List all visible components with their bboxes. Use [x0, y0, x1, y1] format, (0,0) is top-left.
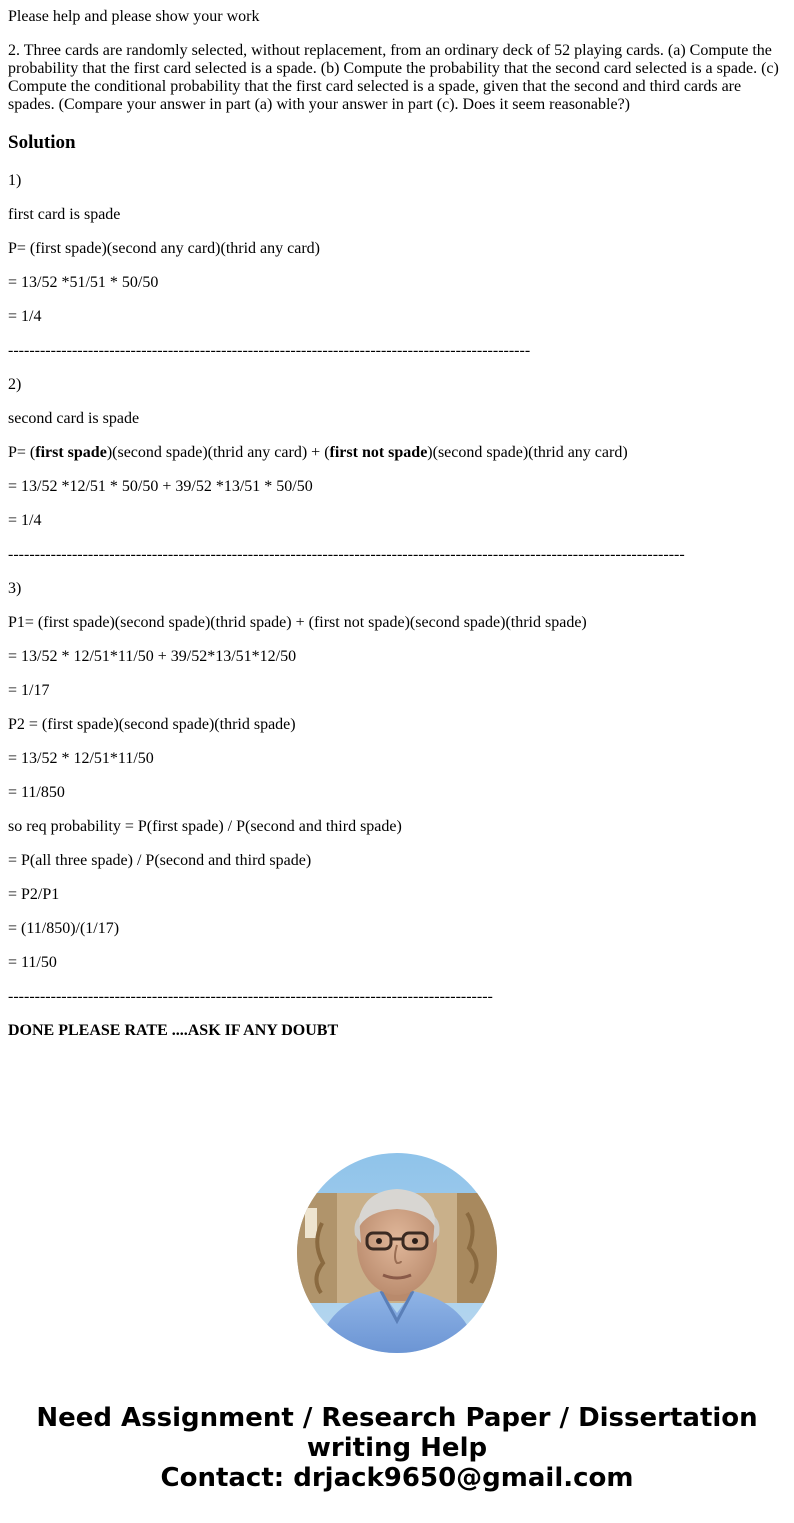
part3-p2-result: = 11/850 — [8, 784, 65, 801]
part3-p1-formula: P1= (first spade)(second spade)(thrid spade) + (first not spade)(second spade)(thrid spade) — [8, 614, 587, 631]
avatar — [297, 1153, 497, 1353]
part3-p2-formula: P2 = (first spade)(second spade)(thrid spade) — [8, 716, 296, 733]
formula-text: P= ( — [8, 444, 36, 461]
part2-formula — [8, 444, 786, 462]
avatar-photo-icon — [297, 1153, 497, 1353]
part3-req: so req probability = P(first spade) / P(second and third spade) — [8, 818, 402, 835]
part3-p1-result: = 1/17 — [8, 682, 50, 699]
divider: ------------------------------------------------------------------------------------------- — [8, 988, 493, 1005]
promo-line: Need Assignment / Research Paper / Dissertation — [36, 1403, 758, 1433]
part2-label: 2) — [8, 376, 22, 393]
promo-line: writing Help — [306, 1433, 488, 1463]
part1-label: 1) — [8, 172, 22, 189]
promo-banner — [0, 1403, 794, 1493]
part3-final: = 11/50 — [8, 954, 57, 971]
part1-formula: P= (first spade)(second any card)(thrid any card) — [8, 240, 321, 257]
promo-contact: Contact: drjack9650@gmail.com — [160, 1463, 634, 1493]
question-text: 2. Three cards are randomly selected, without replacement, from an ordinary deck of 52 playing cards. (a) Compute the probability that the first card selected is a spade. (b) Compute the probability that the second card selected is a spade. (c) Compute the conditional probability that the first card selected is a spade, given that the second and third cards are spades. (Compare your answer in part (a) with your answer in part (c). Does it seem reasonable?) — [8, 42, 779, 113]
formula-bold-text: first spade — [35, 444, 107, 461]
part3-p1-calc: = 13/52 * 12/51*11/50 + 39/52*13/51*12/50 — [8, 648, 297, 665]
formula-text: )(second spade)(thrid any card) + ( — [106, 444, 330, 461]
part1-calc: = 13/52 *51/51 * 50/50 — [8, 274, 159, 291]
divider: -------------------------------------------------------------------------------------------------- — [8, 342, 531, 359]
closing-note — [8, 1022, 786, 1040]
part1-title: first card is spade — [8, 206, 121, 223]
part2-result: = 1/4 — [8, 512, 42, 529]
formula-bold-text: first not spade — [329, 444, 428, 461]
part2-calc: = 13/52 *12/51 * 50/50 + 39/52 *13/51 * 50/50 — [8, 478, 313, 495]
solution-heading: Solution — [8, 132, 76, 153]
formula-text: )(second spade)(thrid any card) — [427, 444, 628, 461]
part2-title: second card is spade — [8, 410, 140, 427]
part3-step1: = P(all three spade) / P(second and third spade) — [8, 852, 312, 869]
question-prompt: Please help and please show your work — [8, 8, 260, 25]
divider: ------------------------------------------------------------------------------------------------------------------------------- — [8, 546, 685, 563]
closing-text: DONE PLEASE RATE ....ASK IF ANY DOUBT — [8, 1022, 339, 1039]
part1-result: = 1/4 — [8, 308, 42, 325]
part3-p2-calc: = 13/52 * 12/51*11/50 — [8, 750, 154, 767]
part3-label: 3) — [8, 580, 22, 597]
part3-step2: = P2/P1 — [8, 886, 60, 903]
part3-step3: = (11/850)/(1/17) — [8, 920, 120, 937]
